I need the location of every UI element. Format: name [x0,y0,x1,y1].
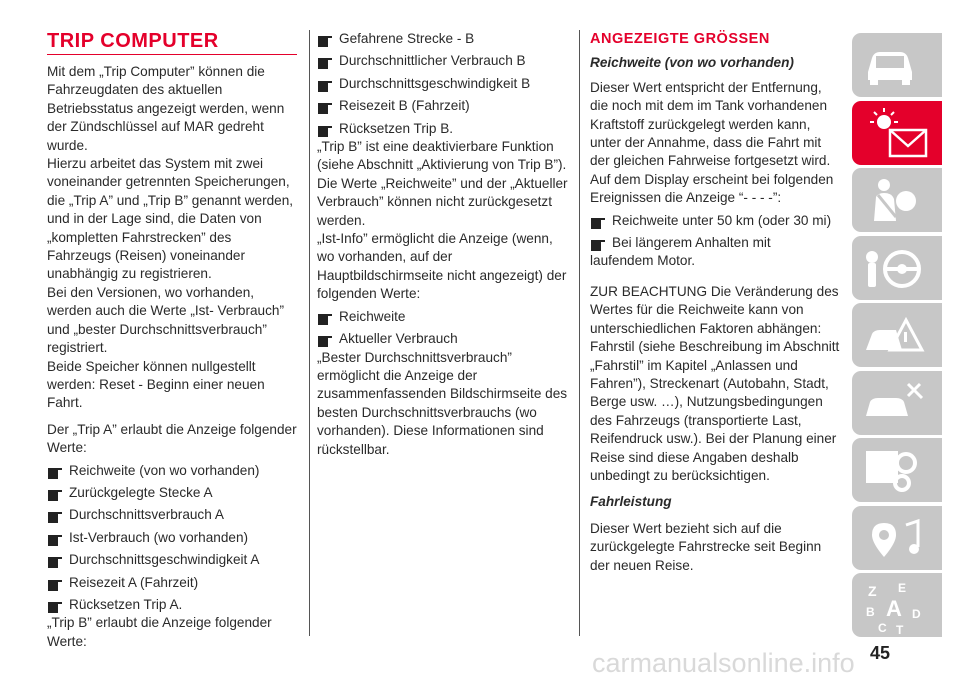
svg-text:E: E [898,581,907,595]
paragraph: „Ist-Info” ermöglicht die Anzeige (wenn, wo vorhanden, auf der Hauptbildschirmseite nicht angezeigt) der folgenden Werte: [317,231,567,302]
list-item: Durchschnittsverbrauch A [47,506,299,524]
list-item: Bei längerem Anhalten mit [590,234,842,252]
bullet-icon [591,216,605,227]
svg-text:B: B [866,605,875,619]
column-3 [590,30,842,583]
svg-text:C: C [878,621,887,635]
seatbelt-airbag-icon[interactable] [852,168,942,232]
road-warning-icon[interactable] [852,303,942,367]
svg-text:A: A [886,596,902,621]
note-paragraph: ZUR BEACHTUNG Die Veränderung des Wertes für die Reichweite kann von unterschiedlichen Faktoren abhängen: Fahrstil (siehe Beschreibung im Abschnitt „Fahrstil” im Kapitel „Anlassen und Fahren”), Streckenart (Autobahn, Stadt, Berge usw. …), Nutzungsbedingungen des Fahrzeugs (transportierte Last, Reifendruck usw.). Bei der Planung einer Reise sind diese Angaben deshalb unbedingt zu berücksichtigen. [590,283,840,483]
list-item: Rücksetzen Trip A. [47,596,299,614]
trip-a-list [47,462,299,615]
paragraph: Hierzu arbeitet das System mit zwei voneinander getrennten Speicherungen, die „Trip A” und „Trip B” genannt werden, und in der Lage sind, die Daten von „kompletten Fahrstrecken” des Fahrzeugs (Reisen) voneinander unabhängig zu registrieren. [47,156,294,282]
bullet-icon [318,312,332,323]
list-item: Reichweite [317,308,569,326]
paragraph: laufendem Motor. [590,253,696,269]
section-title: TRIP COMPUTER [47,30,219,52]
reichweite-list [590,212,842,253]
car-tools-icon[interactable] [852,371,942,435]
steering-wheel-key-icon[interactable] [852,236,942,300]
trip-b-list [317,30,569,138]
title-rule [47,54,297,55]
paragraph: „Bester Durchschnittsverbrauch” ermöglicht die Anzeige der zusammenfassenden Bildschirmseite des besten Durchschnittsverbrauchs (wo vorhanden). Diese Informationen sind rückstellbar. [317,349,568,457]
bullet-icon [318,56,332,67]
gears-icon[interactable] [852,438,942,502]
index-letters-icon[interactable] [852,573,942,637]
ist-info-list [317,308,569,349]
list-item: Aktueller Verbrauch [317,330,569,348]
music-nav-icon[interactable] [852,506,942,570]
paragraph: Dieser Wert bezieht sich auf die zurückgelegte Fahrstrecke seit Beginn der neuen Reise. [590,520,822,573]
svg-text:Z: Z [868,583,877,599]
list-item: Durchschnittsgeschwindigkeit B [317,75,569,93]
list-item: Rücksetzen Trip B. [317,120,569,138]
bullet-icon [318,101,332,112]
bullet-icon [591,238,605,249]
list-item: Reisezeit B (Fahrzeit) [317,97,569,115]
svg-text:T: T [896,623,904,636]
section-heading: ANGEZEIGTE GRÖSSEN [590,31,770,47]
list-item: Zurückgelegte Stecke A [47,484,299,502]
watermark: carmanualsonline.info [592,648,855,678]
list-item: Ist-Verbrauch (wo vorhanden) [47,529,299,547]
svg-text:D: D [912,607,921,621]
bullet-icon [318,124,332,135]
column-2 [317,30,569,467]
chapter-sidebar [852,33,960,641]
paragraph: Der „Trip A” erlaubt die Anzeige folgender Werte: [47,421,297,456]
paragraph: Beide Speicher können nullgestellt werden: Reset - Beginn einer neuen Fahrt. [47,358,265,411]
column-divider [579,30,580,636]
bullet-icon [48,555,62,566]
paragraph: Bei den Versionen, wo vorhanden, werden auch die Werte „Ist- Verbrauch” und „bester Durchschnittsverbrauch” registriert. [47,284,284,356]
bullet-icon [48,533,62,544]
paragraph: Dieser Wert entspricht der Entfernung, die noch mit dem im Tank vorhandenen Kraftstoff zurückgelegt werden kann, unter der Annahme, dass die Fahrt mit der gleichen Fahrweise fortgesetzt wird. Auf dem Display erscheint bei folgenden Ereignissen die Anzeige “- - - -”: [590,79,834,206]
list-item: Reichweite unter 50 km (oder 30 mi) [590,212,842,230]
paragraph: Mit dem „Trip Computer” können die Fahrzeugdaten des aktuellen Betriebsstatus angezeigt werden, wenn der Zündschlüssel auf MAR gedreht wurde. [47,64,285,153]
list-item: Reisezeit A (Fahrzeit) [47,574,299,592]
page-number: 45 [870,643,891,663]
paragraph: „Trip B” ist eine deaktivierbare Funktion (siehe Abschnitt „Aktivierung von Trip B”). Die Werte „Reichweite” und der „Aktueller Verbrauch” können nicht zurückgesetzt werden. [317,139,568,228]
subheading: Reichweite (von wo vorhanden) [590,55,794,71]
bullet-icon [48,488,62,499]
bullet-icon [48,510,62,521]
list-item: Reichweite (von wo vorhanden) [47,462,299,480]
list-item: Durchschnittlicher Verbrauch B [317,52,569,70]
bullet-icon [318,334,332,345]
bullet-icon [318,79,332,90]
column-divider [309,30,310,636]
bullet-icon [48,466,62,477]
warning-lights-icon[interactable] [852,101,942,165]
list-item: Gefahrene Strecke - B [317,30,569,48]
paragraph: „Trip B” erlaubt die Anzeige folgender Werte: [47,615,272,649]
subheading: Fahrleistung [590,494,672,510]
bullet-icon [48,600,62,611]
list-item: Durchschnittsgeschwindigkeit A [47,551,299,569]
column-1 [47,30,299,659]
car-icon[interactable] [852,33,942,97]
bullet-icon [318,34,332,45]
bullet-icon [48,578,62,589]
